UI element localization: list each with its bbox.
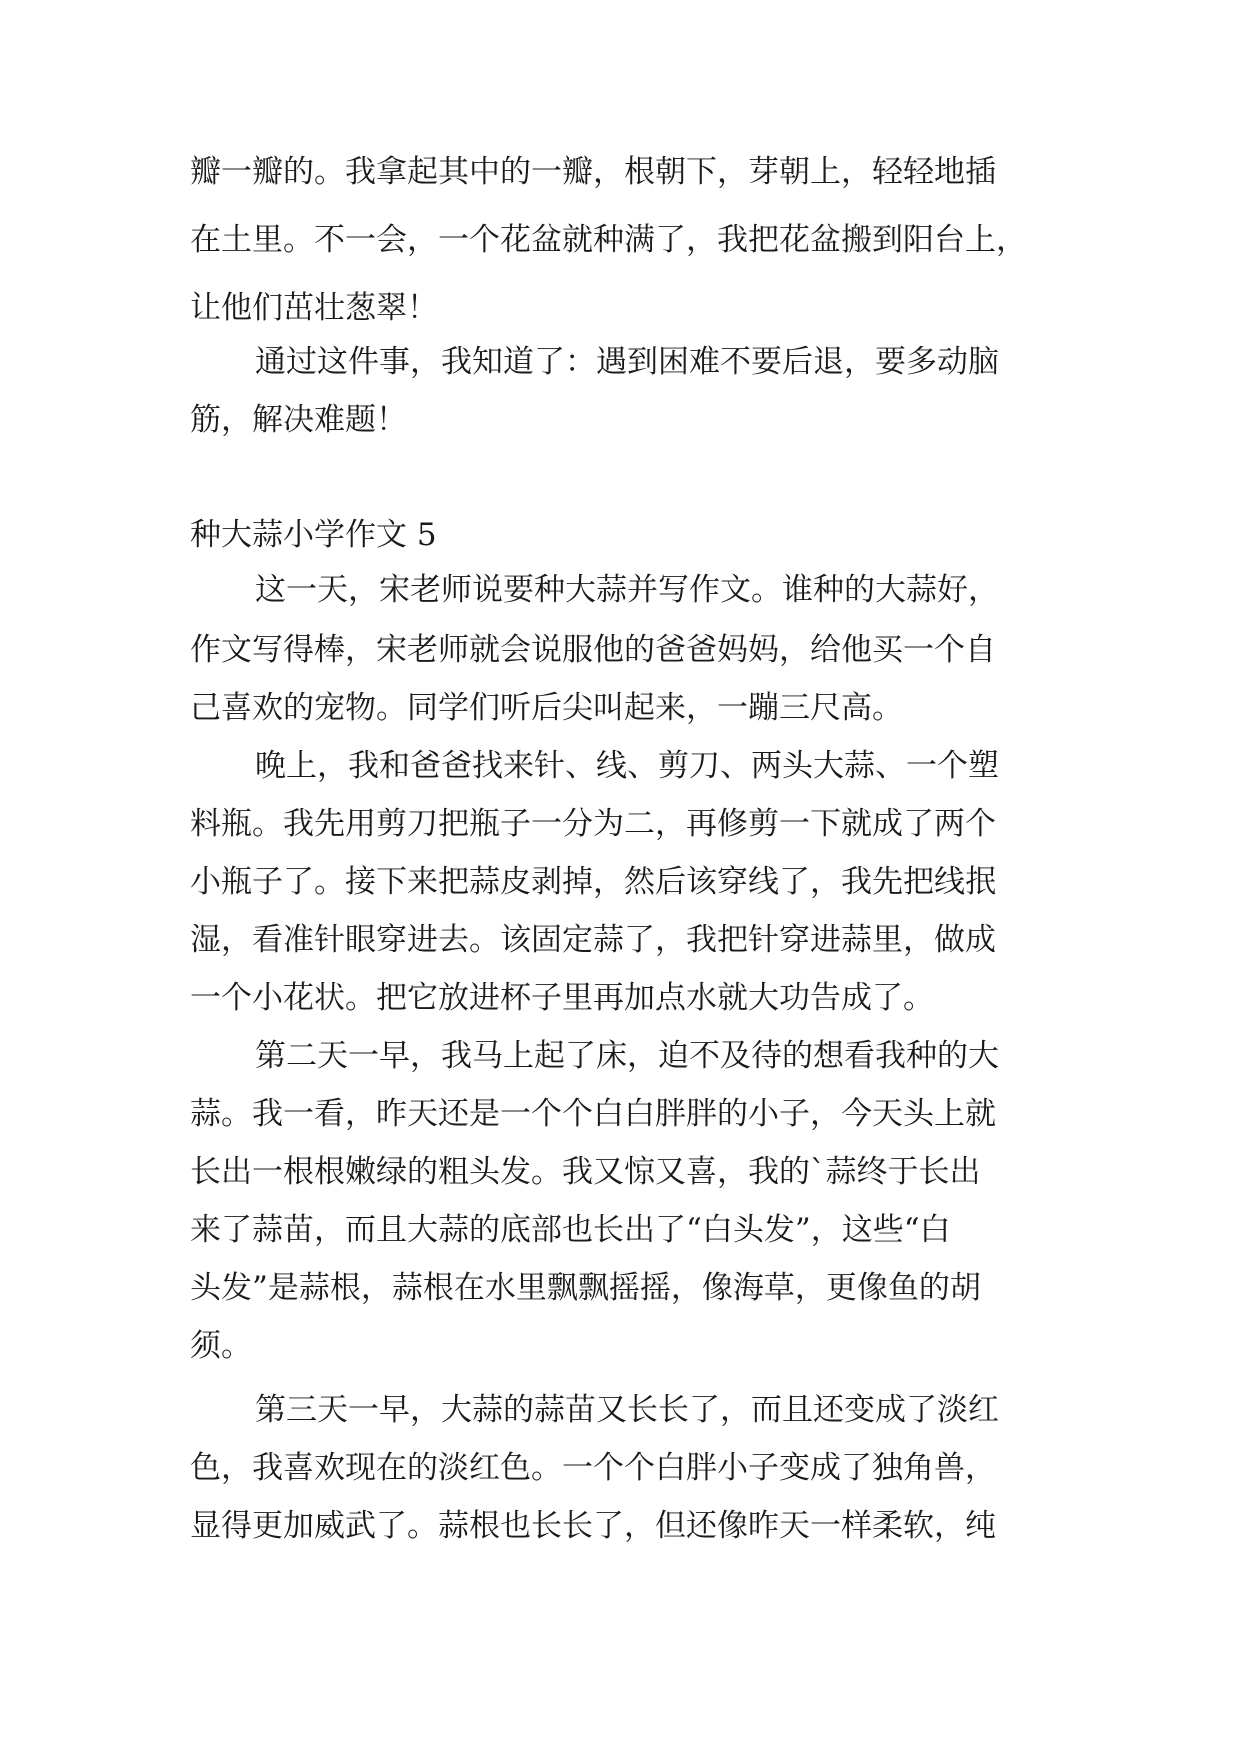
text-line: 湿，看准针眼穿进去。该固定蒜了，我把针穿进蒜里，做成 [190, 922, 996, 958]
text-line: 晚上，我和爸爸找来针、线、剪刀、两头大蒜、一个塑 [255, 748, 999, 784]
text-line: 色，我喜欢现在的淡红色。一个个白胖小子变成了独角兽， [190, 1450, 996, 1486]
text-line: 作文写得棒，宋老师就会说服他的爸爸妈妈，给他买一个自 [190, 632, 996, 668]
text-line: 己喜欢的宠物。同学们听后尖叫起来，一蹦三尺高。 [190, 690, 903, 726]
text-line: 蒜。我一看，昨天还是一个个白白胖胖的小子，今天头上就 [190, 1096, 996, 1132]
text-line: 显得更加威武了。蒜根也长长了，但还像昨天一样柔软，纯 [190, 1508, 996, 1544]
text-line: 在土里。不一会，一个花盆就种满了，我把花盆搬到阳台上， [190, 222, 1027, 258]
text-line: 长出一根根嫩绿的粗头发。我又惊又喜，我的`蒜终于长出 [190, 1154, 981, 1190]
text-line: 第三天一早，大蒜的蒜苗又长长了，而且还变成了淡红 [255, 1392, 999, 1428]
text-line: 小瓶子了。接下来把蒜皮剥掉，然后该穿线了，我先把线抿 [190, 864, 996, 900]
text-line: 第二天一早，我马上起了床，迫不及待的想看我种的大 [255, 1038, 999, 1074]
text-line: 一个小花状。把它放进杯子里再加点水就大功告成了。 [190, 980, 934, 1016]
text-line: 头发”是蒜根，蒜根在水里飘飘摇摇，像海草，更像鱼的胡 [190, 1270, 981, 1306]
text-line: 料瓶。我先用剪刀把瓶子一分为二，再修剪一下就成了两个 [190, 806, 996, 842]
section-heading: 种大蒜小学作文 5 [190, 517, 437, 553]
text-line: 来了蒜苗，而且大蒜的底部也长出了“白头发”，这些“白 [190, 1212, 951, 1248]
text-line: 筋，解决难题！ [190, 402, 407, 438]
text-line: 这一天，宋老师说要种大蒜并写作文。谁种的大蒜好， [255, 572, 999, 608]
text-line: 让他们茁壮葱翠！ [190, 290, 438, 326]
text-line: 须。 [190, 1328, 252, 1364]
text-line: 通过这件事，我知道了：遇到困难不要后退，要多动脑 [255, 344, 999, 380]
text-line: 瓣一瓣的。我拿起其中的一瓣，根朝下，芽朝上，轻轻地插 [190, 154, 996, 190]
